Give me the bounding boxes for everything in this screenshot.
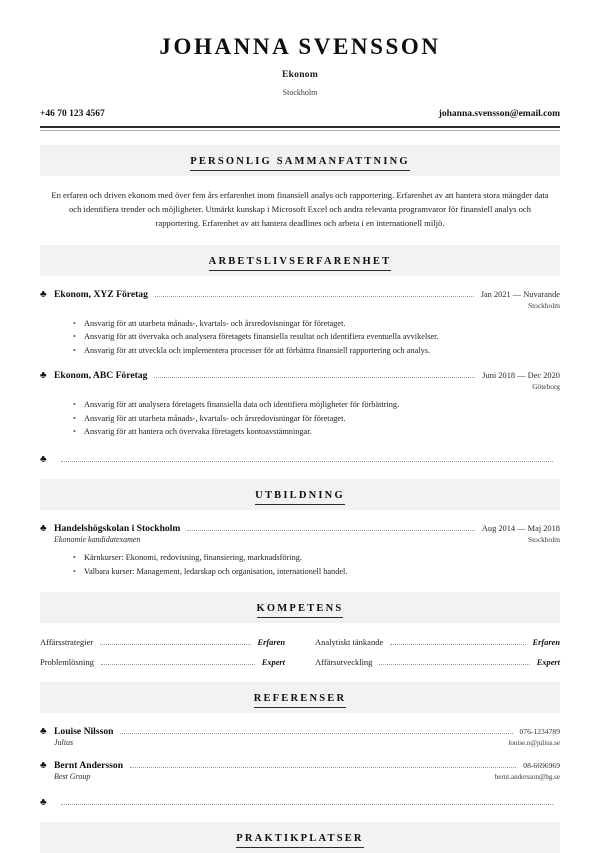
reference-email[interactable]: louise.n@julius.se: [508, 739, 560, 748]
reference-entry-header: [40, 760, 560, 771]
education-bullet-list: [40, 551, 560, 578]
skill-item: [315, 657, 560, 668]
dotted-leader: [101, 664, 255, 665]
skill-level: Erfaren: [257, 638, 285, 648]
education-date: Aug 2014 — Maj 2018: [481, 524, 560, 534]
club-bullet-icon: ♣: [40, 288, 47, 300]
dotted-leader: [379, 664, 529, 665]
list-item: • Ansvarig för att hantera och övervaka företagets kontoavstämningar.: [84, 425, 560, 438]
experience-date: Jan 2021 — Nuvarande: [480, 289, 560, 299]
reference-phone[interactable]: 08-6696969: [523, 761, 560, 771]
experience-place: Göteborg: [532, 382, 560, 392]
section-heading-education-label: UTBILDNING: [255, 490, 345, 505]
section-heading-internships: [40, 822, 560, 853]
skills-grid: [40, 637, 560, 668]
candidate-city: Stockholm: [282, 88, 318, 97]
experience-entry-header: [40, 289, 560, 300]
education-title: Handelshögskolan i Stockholm: [54, 523, 181, 535]
experience-entry: [40, 289, 560, 357]
club-bullet-icon: ♣: [40, 760, 47, 772]
dotted-leader: [187, 530, 474, 531]
section-heading-internships-label: PRAKTIKPLATSER: [236, 833, 363, 848]
experience-entry-empty: [40, 455, 560, 465]
contact-email[interactable]: johanna.svensson@email.com: [438, 109, 560, 119]
club-bullet-icon: ♣: [40, 797, 47, 809]
dotted-leader: [154, 377, 475, 378]
dotted-leader: [130, 767, 516, 768]
section-heading-summary-label: PERSONLIG SAMMANFATTNING: [190, 156, 410, 171]
list-item: • Ansvarig för att analysera företagets finansiella data och identifiera möjligheter för förbättring.: [84, 398, 560, 411]
resume-header: [40, 34, 560, 131]
skill-item: [315, 637, 560, 648]
experience-place: Stockholm: [527, 300, 560, 310]
education-entry-header: [40, 523, 560, 534]
dotted-leader: [61, 461, 553, 462]
reference-company: Julius: [54, 738, 74, 748]
section-heading-experience: [40, 245, 560, 276]
header-divider: [40, 126, 560, 131]
skill-level: Expert: [261, 658, 285, 668]
education-subtitle: Ekonomie kandidatexamen: [54, 535, 141, 545]
contact-row: [40, 109, 560, 119]
candidate-job-title: Ekonom: [281, 70, 319, 80]
reference-name: Bernt Andersson: [54, 760, 124, 772]
experience-entry-header: [40, 370, 560, 381]
list-item: • Kärnkurser: Ekonomi, redovisning, finansiering, marknadsföring.: [84, 551, 560, 564]
list-item: • Ansvarig för att utarbeta månads-, kvartals- och årsredovisningar för företaget.: [84, 317, 560, 330]
experience-entry-subrow: [40, 382, 560, 391]
section-heading-summary: [40, 145, 560, 176]
experience-title: Ekonom, XYZ Företag: [54, 288, 148, 300]
skill-item: [40, 657, 285, 668]
experience-bullet-list: [40, 398, 560, 438]
experience-bullet-list: [40, 317, 560, 357]
reference-entry: [40, 726, 560, 747]
experience-entry-subrow: [40, 301, 560, 310]
experience-title: Ekonom, ABC Företag: [54, 370, 148, 382]
education-place: Stockholm: [527, 535, 560, 545]
skill-name: Affärsstrategier: [40, 637, 94, 648]
reference-entry-subrow: [40, 772, 560, 781]
list-item: • Valbara kurser: Management, ledarskap och organisation, internationell handel.: [84, 565, 560, 578]
skill-level: Expert: [536, 658, 560, 668]
club-bullet-icon: ♣: [40, 523, 47, 535]
reference-phone[interactable]: 076-1234789: [519, 727, 560, 737]
divider-dark-rule: [40, 126, 560, 128]
skill-name: Analytiskt tänkande: [315, 637, 384, 648]
skill-name: Problemlösning: [40, 657, 94, 668]
reference-name: Louise Nilsson: [54, 726, 114, 738]
dotted-leader: [155, 296, 474, 297]
dotted-leader: [120, 733, 512, 734]
experience-date: Juni 2018 — Dec 2020: [482, 371, 560, 381]
reference-entry-subrow: [40, 738, 560, 747]
reference-entry-empty: [40, 798, 560, 808]
section-heading-experience-label: ARBETSLIVSERFARENHET: [209, 256, 392, 271]
section-heading-education: [40, 479, 560, 510]
club-bullet-icon: ♣: [40, 454, 47, 466]
candidate-name: JOHANNA SVENSSON: [159, 34, 441, 59]
divider-light-rule: [40, 130, 560, 132]
skill-name: Affärsutveckling: [315, 657, 373, 668]
list-item: • Ansvarig för att utveckla och implementera processer för att förbättra finansiell rapportering och analys.: [84, 344, 560, 357]
reference-entry-header: [40, 726, 560, 737]
dotted-leader: [61, 804, 553, 805]
education-entry-subrow: [40, 535, 560, 544]
club-bullet-icon: ♣: [40, 370, 47, 382]
club-bullet-icon: ♣: [40, 726, 47, 738]
section-heading-references: [40, 682, 560, 713]
reference-company: Best Group: [54, 772, 91, 782]
education-entry: [40, 523, 560, 578]
reference-entry: [40, 760, 560, 781]
list-item: • Ansvarig för att övervaka och analysera företagets finansiella resultat och identifiera eventuella avvikelser.: [84, 330, 560, 343]
section-heading-skills-label: KOMPETENS: [257, 603, 344, 618]
dotted-leader: [100, 644, 250, 645]
reference-email[interactable]: bernt.andersson@bg.se: [494, 773, 560, 782]
section-heading-references-label: REFERENSER: [254, 693, 347, 708]
section-heading-skills: [40, 592, 560, 623]
summary-text: En erfaren och driven ekonom med över fem års erfarenhet inom finansiell analys och rapportering. Erfarenhet av att hantera stora mängder data och identifiera trender och möjligheter. Utmärkt kunskap i Microsoft Excel och andra relevanta programvaror för finansiell analys och rapportering. Erfarenhet av att hantera deadlines och arbeta i en internationell miljö.: [51, 190, 549, 228]
skill-item: [40, 637, 285, 648]
dotted-leader: [390, 644, 525, 645]
contact-phone[interactable]: +46 70 123 4567: [40, 109, 105, 119]
list-item: • Ansvarig för att utarbeta månads-, kvartals- och årsredovisningar för företaget.: [84, 412, 560, 425]
experience-entry: [40, 370, 560, 438]
skill-level: Erfaren: [532, 638, 560, 648]
